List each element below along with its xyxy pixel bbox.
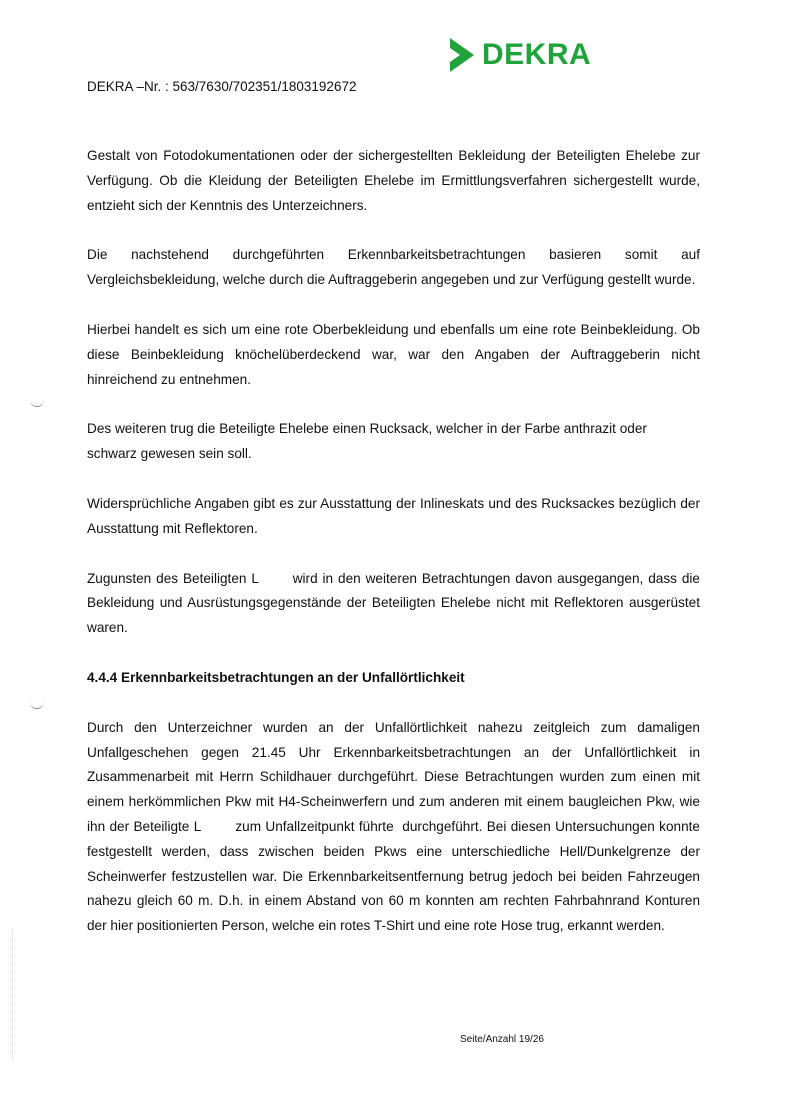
document-body — [87, 144, 704, 964]
scan-edge — [12, 930, 15, 1060]
document-number: DEKRA –Nr. : 563/7630/702351/1803192672 — [87, 79, 357, 94]
dekra-arrow-icon — [448, 38, 476, 72]
scan-mark — [30, 398, 44, 407]
scan-mark — [30, 700, 44, 709]
page-number: Seite/Anzahl 19/26 — [460, 1034, 544, 1045]
paragraph-1: Gestalt von Fotodokumentationen oder der sichergestellten Bekleidung der Beteiligten Ehelebe zur Verfügung. Ob die Kleidung der Beteiligten Ehelebe im Ermittlungsverfahren sichergestellt wurde, entzieht sich der Kenntnis des Unterzeichners. — [87, 148, 700, 213]
dekra-logo — [448, 38, 591, 72]
logo-text: DEKRA — [482, 38, 592, 71]
paragraph-4: Des weiteren trug die Beteiligte Ehelebe einen Rucksack, welcher in der Farbe anthrazit oder schwarz gewesen sein soll. — [87, 421, 647, 462]
section-heading: 4.4.4 Erkennbarkeitsbetrachtungen an der Unfallörtlichkeit — [87, 669, 465, 685]
section-paragraph: Durch den Unterzeichner wurden an der Unfallörtlichkeit nahezu zeitgleich zum damaligen Unfallgeschehen gegen 21.45 Uhr Erkennbarkeitsbetrachtungen an der Unfallörtlichkeit in Zusammenarbeit mit Herrn Schildhauer durchgeführt. Diese Betrachtungen wurden zum einen mit einem herkömmlichen Pkw mit H4-Scheinwerfern und zum anderen mit einem baugleichen Pkw, wie ihn der Beteiligte L zum Unfallzeitpunkt führte durchgeführt. Bei diesen Untersuchungen konnte festgestellt werden, dass zwischen beiden Pkws eine unterschiedliche Hell/Dunkelgrenze der Scheinwerfer festzustellen war. Die Erkennbarkeitsentfernung betrug jedoch bei beiden Fahrzeugen nahezu gleich 60 m. D.h. in einem Abstand von 60 m konnten am rechten Fahrbahnrand Konturen der hier positionierten Person, welche ein rotes T-Shirt und eine rote Hose trug, erkannt werden. — [87, 719, 704, 934]
paragraph-5: Widersprüchliche Angaben gibt es zur Ausstattung der Inlineskats und des Rucksackes bezüglich der Ausstattung mit Reflektoren. — [87, 495, 700, 536]
paragraph-6: Zugunsten des Beteiligten L wird in den weiteren Betrachtungen davon ausgegangen, dass die Bekleidung und Ausrüstungsgegenstände der Beteiligten Ehelebe nicht mit Reflektoren ausgerüstet waren. — [87, 570, 704, 636]
paragraph-2: Die nachstehend durchgeführten Erkennbarkeitsbetrachtungen basieren somit auf Vergleichsbekleidung, welche durch die Auftraggeberin angegeben und zur Verfügung gestellt wurde. — [87, 247, 700, 288]
paragraph-3: Hierbei handelt es sich um eine rote Oberbekleidung und ebenfalls um eine rote Beinbekleidung. Ob diese Beinbekleidung knöchelüberdeckend war, war den Angaben der Auftraggeberin nicht hinreichend zu entnehmen. — [87, 321, 700, 387]
